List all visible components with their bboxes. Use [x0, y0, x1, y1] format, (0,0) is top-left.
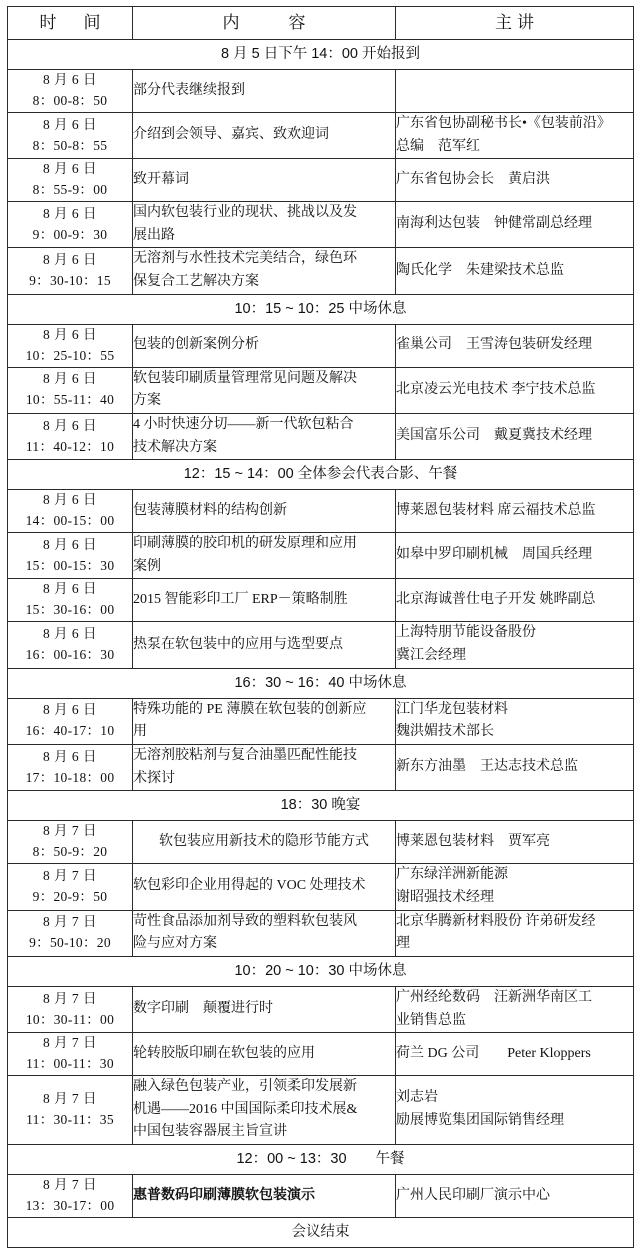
- session-topic-line: 特殊功能的 PE 薄膜在软包装的创新应: [133, 701, 367, 717]
- session-speaker-line: 美国富乐公司 戴夏冀技术经理: [396, 428, 592, 444]
- session-speaker-line: 广东绿洋洲新能源: [396, 867, 508, 883]
- session-date: 8 月 6 日: [42, 626, 98, 642]
- session-topic-line: 软包彩印企业用得起的 VOC 处理技术: [133, 878, 366, 894]
- session-time-cell: [8, 112, 133, 158]
- schedule-entry-row: [8, 112, 634, 158]
- session-time-range: 11：40-12：10: [25, 438, 115, 454]
- session-date: 8 月 6 日: [42, 161, 98, 177]
- schedule-entry-row: [8, 490, 634, 533]
- session-topic-cell: [133, 864, 396, 910]
- session-time-range: 11：30-11：35: [26, 1112, 114, 1128]
- session-topic-line: 部分代表继续报到: [133, 82, 245, 98]
- session-time-cell: [8, 70, 133, 113]
- banner-text: 10：15 ~ 10：25 中场休息: [8, 294, 634, 324]
- banner-text: 10：20 ~ 10：30 中场休息: [8, 956, 634, 986]
- schedule-entry-row: [8, 744, 634, 790]
- session-topic-cell: [133, 744, 396, 790]
- session-date: 8 月 6 日: [42, 581, 98, 597]
- schedule-entry-row: [8, 986, 634, 1032]
- table-body: [8, 40, 634, 1248]
- session-speaker-line: 新东方油墨 王达志技术总监: [396, 759, 578, 775]
- session-speaker-cell: [396, 864, 634, 910]
- session-speaker-cell: [396, 698, 634, 744]
- session-speaker-line: 博莱恩包装材料 席云福技术总监: [396, 502, 596, 518]
- session-speaker-cell: [396, 533, 634, 579]
- session-speaker-cell: [396, 248, 634, 294]
- session-topic-line: 苛性食品添加剂导致的塑料软包装风: [133, 913, 357, 929]
- session-time-cell: [8, 202, 133, 248]
- schedule-banner-row: [8, 1145, 634, 1175]
- session-speaker-line: 谢昭强技术经理: [396, 889, 494, 905]
- session-speaker-line: 刘志岩: [396, 1090, 438, 1106]
- session-time-cell: [8, 622, 133, 668]
- session-time-range: 10：25-10：55: [25, 347, 115, 363]
- session-speaker-cell: [396, 821, 634, 864]
- session-topic-line: 案例: [133, 558, 161, 574]
- schedule-banner-row: [8, 668, 634, 698]
- session-speaker-cell: [396, 579, 634, 622]
- session-topic-line: 热泵在软包装中的应用与选型要点: [133, 636, 343, 652]
- session-date: 8 月 6 日: [42, 417, 98, 433]
- schedule-entry-row: [8, 533, 634, 579]
- session-speaker-cell: [396, 324, 634, 367]
- session-time-range: 8：55-9：00: [32, 182, 108, 198]
- session-speaker-line: 业销售总监: [396, 1012, 466, 1028]
- banner-text: 8 月 5 日下午 14：00 开始报到: [8, 40, 634, 70]
- session-time-cell: [8, 1033, 133, 1076]
- banner-text: 12：00 ~ 13：30 午餐: [8, 1145, 634, 1175]
- session-speaker-line: 上海特朋节能设备股份: [396, 625, 536, 641]
- session-time-range: 16：00-16：30: [25, 646, 115, 662]
- session-time-cell: [8, 1175, 133, 1218]
- session-speaker-cell: [396, 159, 634, 202]
- session-time-range: 10：55-11：40: [25, 392, 115, 408]
- session-topic-line: 软包装印刷质量管理常见问题及解决: [133, 370, 357, 386]
- session-time-range: 9：00-9：30: [32, 226, 108, 242]
- session-topic-line: 机遇——2016 中国国际柔印技术展&: [133, 1101, 358, 1117]
- schedule-banner-row: [8, 791, 634, 821]
- session-time-range: 17：10-18：00: [25, 769, 115, 785]
- session-time-cell: [8, 744, 133, 790]
- schedule-entry-row: [8, 698, 634, 744]
- session-time-range: 9：20-9：50: [32, 888, 108, 904]
- session-date: 8 月 7 日: [42, 990, 98, 1006]
- session-topic-line: 保复合工艺解决方案: [133, 274, 259, 290]
- session-date: 8 月 7 日: [42, 867, 98, 883]
- session-speaker-cell: [396, 986, 634, 1032]
- session-speaker-line: 博莱恩包装材料 贾军亮: [396, 833, 550, 849]
- header-row: [8, 7, 634, 40]
- session-topic-line: 无溶剂与水性技术完美结合，绿色环: [133, 251, 357, 267]
- session-topic-cell: [133, 202, 396, 248]
- session-speaker-cell: [396, 413, 634, 459]
- schedule-entry-row: [8, 821, 634, 864]
- session-topic-cell: [133, 70, 396, 113]
- session-time-cell: [8, 986, 133, 1032]
- session-date: 8 月 6 日: [42, 536, 98, 552]
- session-speaker-line: 荷兰 DG 公司 Peter Kloppers: [396, 1045, 591, 1061]
- session-date: 8 月 7 日: [42, 1035, 98, 1051]
- session-time-cell: [8, 579, 133, 622]
- session-topic-line: 术探讨: [133, 770, 175, 786]
- session-topic-cell: [133, 698, 396, 744]
- banner-text: 16：30 ~ 16：40 中场休息: [8, 668, 634, 698]
- session-topic-line: 轮转胶版印刷在软包装的应用: [133, 1045, 315, 1061]
- schedule-entry-row: [8, 1076, 634, 1145]
- session-time-cell: [8, 821, 133, 864]
- session-topic-cell: [133, 324, 396, 367]
- session-date: 8 月 7 日: [42, 1091, 98, 1107]
- session-speaker-line: 南海利达包装 钟健常副总经理: [396, 216, 592, 232]
- session-time-range: 9：30-10：15: [29, 273, 111, 289]
- session-time-range: 14：00-15：00: [25, 513, 115, 529]
- session-topic-line: 中国包装容器展主旨宣讲: [133, 1124, 287, 1140]
- session-speaker-cell: [396, 622, 634, 668]
- session-topic-cell: [133, 112, 396, 158]
- session-speaker-cell: [396, 202, 634, 248]
- session-speaker-cell: [396, 910, 634, 956]
- session-speaker-line: 陶氏化学 朱建梁技术总监: [396, 262, 564, 278]
- session-time-range: 11：00-11：30: [26, 1056, 114, 1072]
- session-topic-line: 融入绿色包装产业，引领柔印发展新: [133, 1079, 357, 1095]
- schedule-entry-row: [8, 367, 634, 413]
- session-date: 8 月 7 日: [42, 823, 98, 839]
- session-topic-line: 包装的创新案例分析: [133, 337, 259, 353]
- session-date: 8 月 6 日: [42, 492, 98, 508]
- session-speaker-line: 励展博览集团国际销售经理: [396, 1113, 564, 1129]
- schedule-entry-row: [8, 159, 634, 202]
- schedule-entry-row: [8, 248, 634, 294]
- session-time-cell: [8, 698, 133, 744]
- session-time-cell: [8, 159, 133, 202]
- session-speaker-cell: [396, 112, 634, 158]
- session-time-cell: [8, 864, 133, 910]
- session-topic-cell: [133, 910, 396, 956]
- session-date: 8 月 6 日: [42, 205, 98, 221]
- banner-text: 12：15 ~ 14：00 全体参会代表合影、午餐: [8, 460, 634, 490]
- session-topic-line: 用: [133, 724, 147, 740]
- session-speaker-line: 广东省包协会长 黄启洪: [396, 171, 550, 187]
- conference-schedule-table: [7, 6, 634, 1248]
- session-topic-line: 4 小时快速分切——新一代软包粘合: [133, 416, 354, 432]
- session-topic-line: 致开幕词: [133, 171, 189, 187]
- schedule-entry-row: [8, 910, 634, 956]
- session-topic-line: 方案: [133, 393, 161, 409]
- session-time-range: 13：30-17：00: [25, 1197, 115, 1213]
- schedule-entry-row: [8, 70, 634, 113]
- session-speaker-cell: [396, 1076, 634, 1145]
- session-time-range: 15：00-15：30: [25, 557, 115, 573]
- session-speaker-line: 冀江会经理: [396, 647, 466, 663]
- session-speaker-cell: [396, 744, 634, 790]
- session-speaker-line: 广州人民印刷厂演示中心: [396, 1187, 550, 1203]
- session-speaker-line: 北京海诚普仕电子开发 姚晔副总: [396, 592, 596, 608]
- session-date: 8 月 6 日: [42, 702, 98, 718]
- session-date: 8 月 7 日: [42, 1177, 98, 1193]
- schedule-entry-row: [8, 1175, 634, 1218]
- schedule-entry-row: [8, 413, 634, 459]
- schedule-banner-row: [8, 1217, 634, 1247]
- session-topic-cell: [133, 159, 396, 202]
- column-header-content: 内 容: [133, 7, 396, 40]
- session-speaker-line: 江门华龙包装材料: [396, 701, 508, 717]
- session-time-cell: [8, 248, 133, 294]
- session-topic-cell: [133, 1076, 396, 1145]
- session-time-range: 9：50-10：20: [29, 935, 111, 951]
- schedule-banner-row: [8, 460, 634, 490]
- session-topic-cell: [133, 1175, 396, 1218]
- schedule-entry-row: [8, 622, 634, 668]
- session-time-range: 10：30-11：00: [25, 1011, 115, 1027]
- session-speaker-line: 广东省包协副秘书长•《包装前沿》: [396, 115, 611, 131]
- session-time-range: 8：50-8：55: [32, 137, 108, 153]
- schedule-banner-row: [8, 956, 634, 986]
- session-date: 8 月 7 日: [42, 914, 98, 930]
- session-topic-cell: [133, 579, 396, 622]
- column-header-time: 时 间: [8, 7, 133, 40]
- session-topic-line: 印刷薄膜的胶印机的研发原理和应用: [133, 536, 357, 552]
- session-speaker-cell: [396, 1175, 634, 1218]
- session-speaker-line: 雀巢公司 王雪涛包装研发经理: [396, 337, 592, 353]
- session-date: 8 月 6 日: [42, 326, 98, 342]
- session-time-cell: [8, 1076, 133, 1145]
- session-topic-line: 展出路: [133, 227, 175, 243]
- session-topic-line: 技术解决方案: [133, 439, 217, 455]
- session-date: 8 月 6 日: [42, 116, 98, 132]
- session-time-range: 8：50-9：20: [32, 844, 108, 860]
- session-topic-line: 包装薄膜材料的结构创新: [133, 502, 287, 518]
- session-speaker-cell: [396, 367, 634, 413]
- session-time-range: 15：30-16：00: [25, 602, 115, 618]
- schedule-entry-row: [8, 202, 634, 248]
- session-time-range: 16：40-17：10: [25, 723, 115, 739]
- session-topic-line: 数字印刷 颠覆进行时: [133, 1001, 273, 1017]
- session-time-cell: [8, 490, 133, 533]
- session-topic-cell: [133, 367, 396, 413]
- session-date: 8 月 6 日: [42, 252, 98, 268]
- session-date: 8 月 6 日: [42, 72, 98, 87]
- schedule-entry-row: [8, 579, 634, 622]
- banner-text: 会议结束: [8, 1217, 634, 1247]
- session-topic-line: 无溶剂胶粘剂与复合油墨匹配性能技: [133, 747, 357, 763]
- session-time-cell: [8, 533, 133, 579]
- session-speaker-cell: [396, 70, 634, 113]
- session-topic-line: 惠普数码印刷薄膜软包装演示: [133, 1187, 315, 1203]
- session-speaker-line: 广州经纶数码 汪新洲华南区工: [396, 989, 592, 1005]
- session-topic-cell: [133, 622, 396, 668]
- schedule-entry-row: [8, 324, 634, 367]
- session-topic-cell: [133, 1033, 396, 1076]
- session-date: 8 月 6 日: [42, 371, 98, 387]
- session-speaker-cell: [396, 1033, 634, 1076]
- session-topic-cell: [133, 533, 396, 579]
- session-time-range: 8：00-8：50: [32, 92, 108, 108]
- session-topic-cell: [133, 821, 396, 864]
- schedule-entry-row: [8, 1033, 634, 1076]
- banner-text: 18：30 晚宴: [8, 791, 634, 821]
- session-topic-line: 软包装应用新技术的隐形节能方式: [159, 833, 369, 849]
- session-date: 8 月 6 日: [42, 748, 98, 764]
- session-topic-cell: [133, 248, 396, 294]
- session-speaker-line: 魏洪媚技术部长: [396, 724, 494, 740]
- session-topic-line: 国内软包装行业的现状、挑战以及发: [133, 205, 357, 221]
- session-speaker-line: 理: [396, 936, 410, 952]
- session-time-cell: [8, 367, 133, 413]
- session-speaker-line: 总编 范军红: [396, 138, 480, 154]
- session-topic-cell: [133, 490, 396, 533]
- schedule-banner-row: [8, 294, 634, 324]
- session-time-cell: [8, 413, 133, 459]
- session-topic-line: 介绍到会领导、嘉宾、致欢迎词: [133, 127, 329, 143]
- session-speaker-line: 北京凌云光电技术 李宁技术总监: [396, 381, 596, 397]
- column-header-speaker: 主讲: [396, 7, 634, 40]
- session-speaker-line: 北京华腾新材料股份 许弟研发经: [396, 913, 596, 929]
- session-speaker-cell: [396, 490, 634, 533]
- session-time-cell: [8, 910, 133, 956]
- session-topic-cell: [133, 986, 396, 1032]
- session-topic-cell: [133, 413, 396, 459]
- schedule-entry-row: [8, 864, 634, 910]
- session-speaker-line: 如皋中罗印刷机械 周国兵经理: [396, 547, 592, 563]
- schedule-banner-row: [8, 40, 634, 70]
- session-topic-line: 险与应对方案: [133, 936, 217, 952]
- table-header: [8, 7, 634, 40]
- session-time-cell: [8, 324, 133, 367]
- session-topic-line: 2015 智能彩印工厂 ERP－策略制胜: [133, 592, 348, 608]
